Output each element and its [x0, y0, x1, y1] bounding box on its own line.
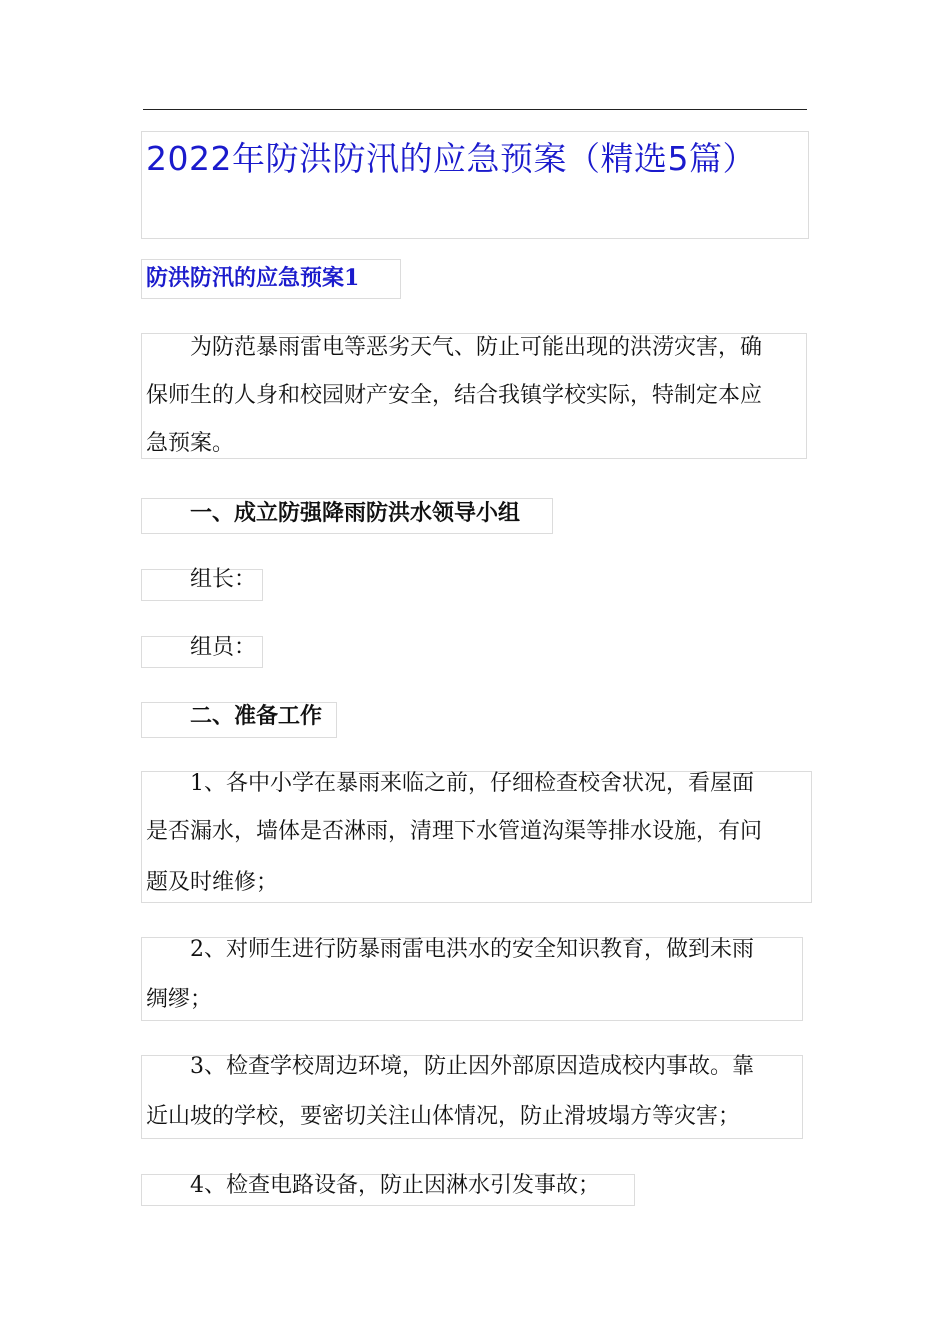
- item1-line-2: 是否漏水，墙体是否淋雨，清理下水管道沟渠等排水设施，有问: [146, 819, 763, 844]
- item3-line-1: 3、检查学校周边环境，防止因外部原因造成校内事故。靠: [190, 1054, 754, 1079]
- top-rule: [143, 109, 807, 110]
- intro-line-2: 保师生的人身和校园财产安全，结合我镇学校实际，特制定本应: [146, 383, 763, 408]
- item2-line-2: 绸缪；: [146, 987, 213, 1012]
- item1-line-1: 1、各中小学在暴雨来临之前，仔细检查校舍状况，看屋面: [190, 771, 754, 796]
- document-title: 2022年防洪防汛的应急预案（精选5篇）: [146, 139, 756, 178]
- section1-heading: 一、成立防强降雨防洪水领导小组: [190, 501, 521, 526]
- item3-line-2: 近山坡的学校，要密切关注山体情况，防止滑坡塌方等灾害；: [146, 1104, 741, 1129]
- section-subtitle: 防洪防汛的应急预案1: [146, 265, 360, 291]
- intro-line-3: 急预案。: [146, 431, 235, 456]
- leader-line: 组长：: [190, 567, 257, 592]
- item2-line-1: 2、对师生进行防暴雨雷电洪水的安全知识教育，做到未雨: [190, 937, 754, 962]
- item1-line-3: 题及时维修；: [146, 870, 279, 895]
- section2-heading: 二、准备工作: [190, 704, 323, 729]
- members-line: 组员：: [190, 635, 257, 660]
- intro-line-1: 为防范暴雨雷电等恶劣天气、防止可能出现的洪涝灾害，确: [190, 335, 763, 360]
- item4-line: 4、检查电路设备，防止因淋水引发事故；: [190, 1173, 600, 1198]
